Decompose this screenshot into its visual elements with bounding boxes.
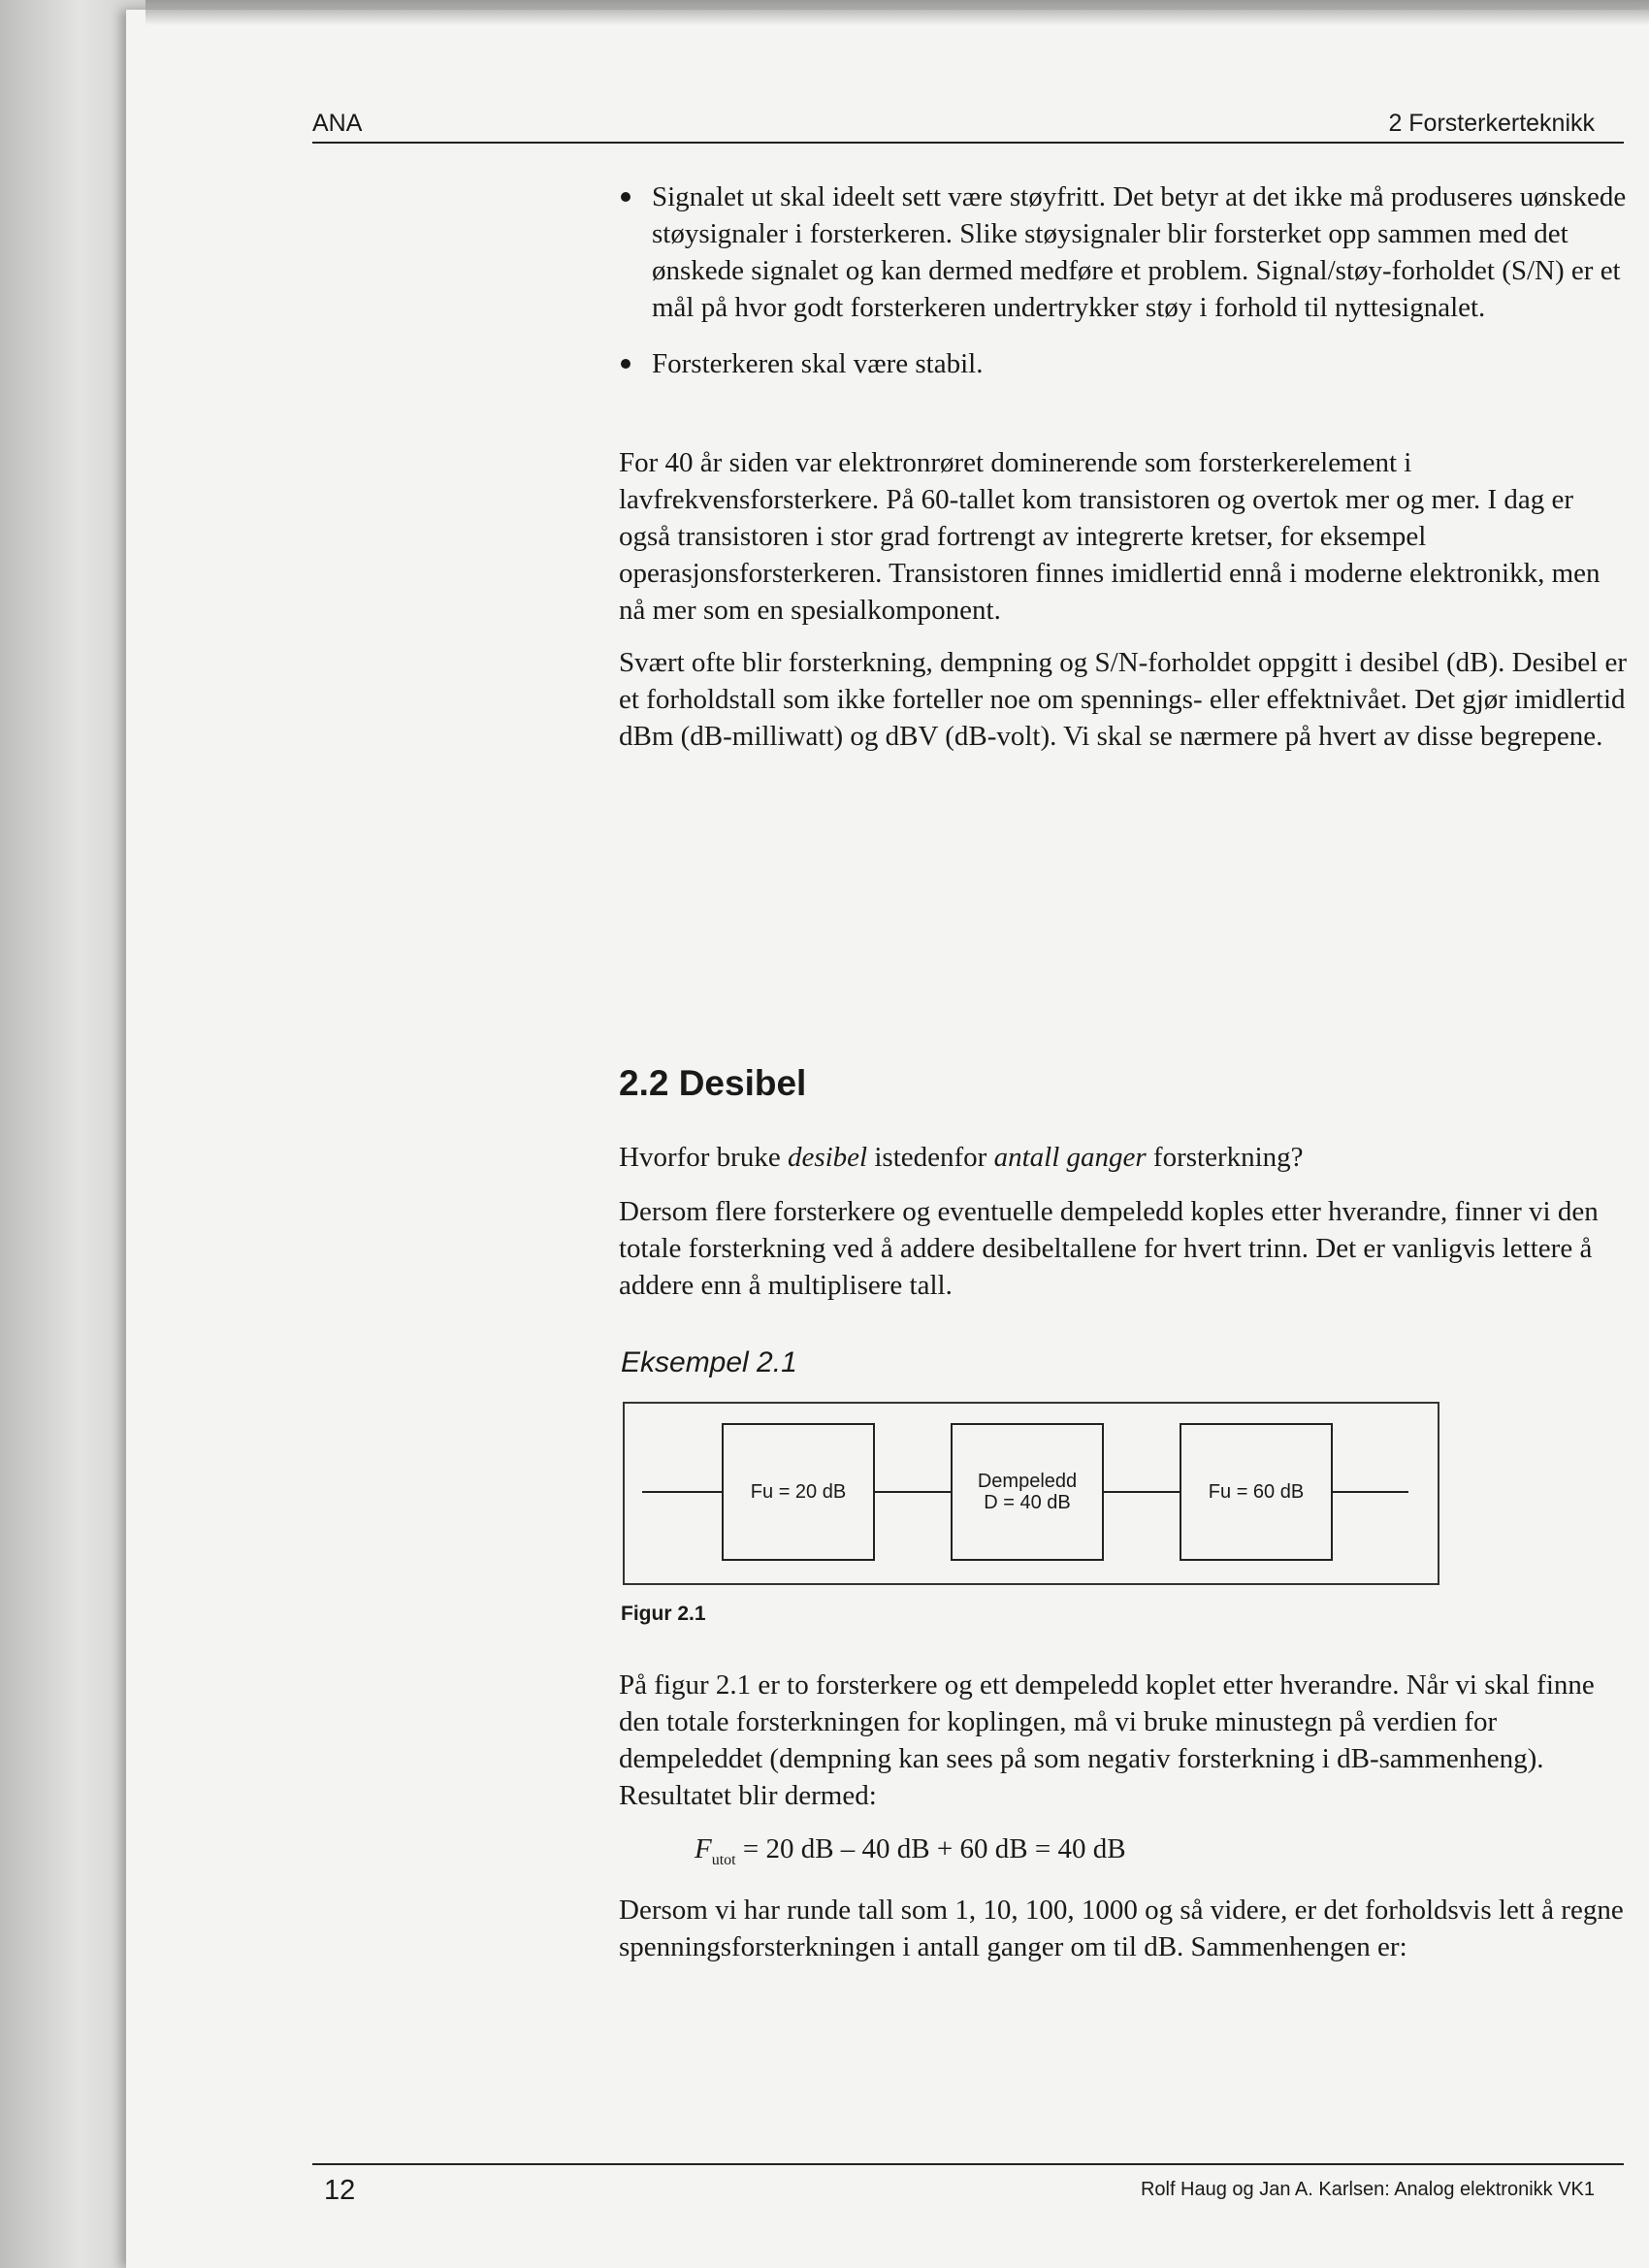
bullet-icon bbox=[621, 359, 630, 369]
question-part: istedenfor bbox=[867, 1142, 994, 1173]
question-part: forsterkning? bbox=[1146, 1142, 1304, 1173]
formula-symbol: F bbox=[695, 1833, 712, 1864]
amplifier-block-1 bbox=[722, 1423, 875, 1561]
book-spine bbox=[0, 0, 146, 2268]
paragraph: Svært ofte blir forsterkning, dempning og S/N-forholdet oppgitt i desibel (dB). Desibel er et forholdstall som ikke forteller noe om spennings- eller effektnivået. Det gjør imidlertid dBm (dB-milliwatt) og dBV (dB-volt). Vi skal se nærmere på hvert av disse begrepene. bbox=[619, 647, 1628, 752]
attenuator-block bbox=[951, 1423, 1104, 1561]
block-diagram bbox=[623, 1402, 1439, 1585]
page-number: 12 bbox=[324, 2175, 356, 2206]
formula bbox=[695, 1833, 1126, 1869]
signal-line bbox=[1331, 1491, 1408, 1493]
running-header bbox=[312, 103, 1624, 144]
page-top-shadow bbox=[146, 0, 1649, 25]
signal-line bbox=[642, 1491, 729, 1493]
header-left: ANA bbox=[312, 110, 363, 137]
figure-caption: Figur 2.1 bbox=[621, 1603, 706, 1625]
paragraph: Dersom vi har runde tall som 1, 10, 100, 1000 og så videre, er det forholdsvis lett å regne spenningsforsterkningen i antall ganger om til dB. Sammenhengen er: bbox=[619, 1895, 1624, 1962]
question-paragraph bbox=[619, 1139, 1628, 1191]
block-label: Fu = 20 dB bbox=[750, 1481, 847, 1503]
formula-expression: = 20 dB – 40 dB + 60 dB = 40 dB bbox=[735, 1833, 1126, 1864]
question-emphasis: desibel bbox=[787, 1142, 868, 1173]
page-footer bbox=[312, 2163, 1624, 2206]
question-emphasis: antall ganger bbox=[993, 1142, 1147, 1173]
bullet-icon bbox=[621, 192, 630, 202]
list-item bbox=[619, 345, 1628, 382]
block-label: Fu = 60 dB bbox=[1208, 1481, 1305, 1503]
paragraph: Dersom flere forsterkere og eventuelle dempeledd koples etter hverandre, finner vi den totale forsterkning ved å addere desibeltallene for hvert trinn. Det er vanligvis lettere å addere enn å multiplisere tall. bbox=[619, 1196, 1599, 1301]
signal-line bbox=[1102, 1491, 1180, 1493]
amplifier-block-2 bbox=[1180, 1423, 1333, 1561]
block-label: D = 40 dB bbox=[984, 1492, 1071, 1513]
paragraph: For 40 år siden var elektronrøret dominerende som forsterkerelement i lavfrekvensforsterkere. På 60-tallet kom transistoren og overtok mer og mer. I dag er også transistoren i stor grad fortrengt av integrerte kretser, for eksempel operasjonsforsterkeren. Transistoren finnes imidlertid ennå i moderne elektronikk, men nå mer som en spesialkomponent. bbox=[619, 447, 1600, 626]
header-chapter: 2 Forsterkerteknikk bbox=[1388, 110, 1595, 137]
bullet-text: Forsterkeren skal være stabil. bbox=[652, 348, 984, 379]
bullet-text: Signalet ut skal ideelt sett være støyfritt. Det betyr at det ikke må produseres uønskede støysignaler i forsterkeren. Slike støysignaler blir forsterket opp sammen med det ønskede signalet og kan dermed medføre et problem. Signal/støy-forholdet (S/N) er et mål på hvor godt forsterkeren undertrykker støy i forhold til nyttesignalet. bbox=[652, 181, 1627, 323]
block-label: Dempeledd bbox=[977, 1471, 1078, 1492]
list-item bbox=[619, 178, 1628, 326]
requirements-list bbox=[619, 178, 1628, 402]
formula-subscript: utot bbox=[711, 1851, 736, 1868]
paragraph: På figur 2.1 er to forsterkere og ett dempeledd koplet etter hverandre. Når vi skal finne den totale forsterkningen for koplingen, må vi bruke minustegn på verdien for dempeleddet (dempning kan sees på som negativ forsterkning i dB-sammenheng). Resultatet blir dermed: bbox=[619, 1669, 1595, 1811]
signal-line bbox=[873, 1491, 951, 1493]
book-credit: Rolf Haug og Jan A. Karlsen: Analog elektronikk VK1 bbox=[1140, 2179, 1595, 2200]
example-label: Eksempel 2.1 bbox=[621, 1346, 797, 1378]
question-part: Hvorfor bruke bbox=[619, 1142, 788, 1173]
section-heading: 2.2 Desibel bbox=[619, 1063, 807, 1103]
intro-paragraphs bbox=[619, 444, 1628, 770]
question-text bbox=[619, 1139, 1628, 1176]
